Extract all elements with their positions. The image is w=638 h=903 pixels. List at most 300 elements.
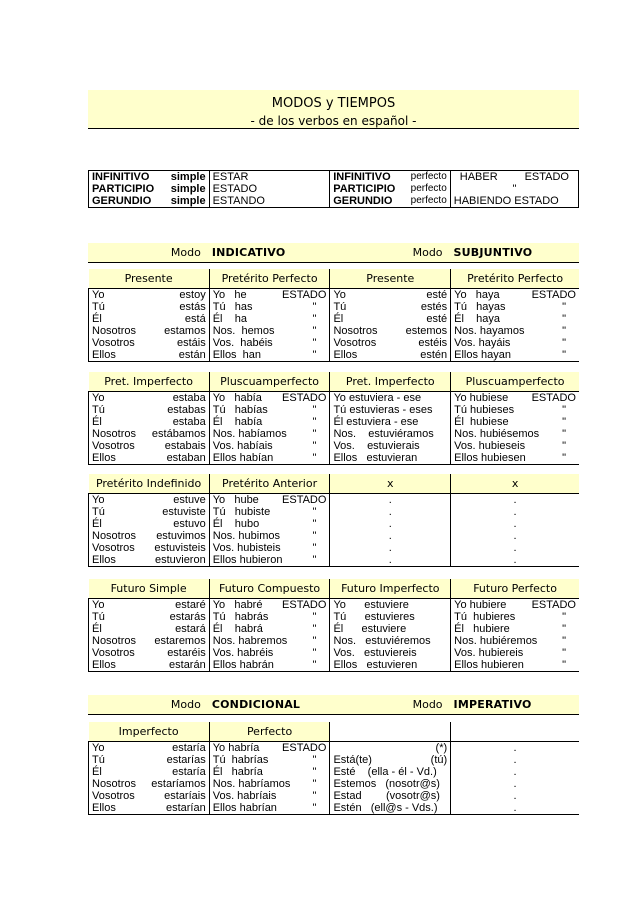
conjugation-line <box>333 554 447 566</box>
conjugation-line <box>92 659 206 671</box>
conjugation-line <box>333 530 447 542</box>
conjugation-form: " <box>312 754 317 766</box>
conjugation-subject: Yo <box>92 742 105 754</box>
conjugation-subject: Él estuviera - ese <box>333 416 419 428</box>
conjugation-subject: Yo <box>92 289 105 301</box>
conjugation-subject: Tú <box>92 301 105 313</box>
form-value: HABIENDO ESTADO <box>453 195 559 207</box>
conjugation-cell <box>451 392 579 465</box>
conjugation-line <box>333 647 447 659</box>
conjugation-line <box>92 506 206 518</box>
conjugation-subject: Yo hubiese <box>454 392 509 404</box>
conjugation-subject: Estén (ell@s - Vds.) <box>333 802 438 814</box>
tense-header: Pluscuamperfecto <box>209 372 330 392</box>
conjugation-form: " <box>312 611 317 623</box>
conjugation-subject: Vosotros <box>92 440 135 452</box>
conjugation-line <box>92 611 206 623</box>
conjugation-subject: Ellos hayan <box>454 349 512 361</box>
conjugation-line <box>213 506 327 518</box>
conjugation-form: estés <box>420 301 448 313</box>
conjugation-line <box>333 337 447 349</box>
conjugation-subject: Nos. habremos <box>212 635 288 647</box>
conjugation-form: " <box>312 542 317 554</box>
conjugation-subject: Ellos han <box>212 349 262 361</box>
conjugation-subject: Tú <box>92 754 105 766</box>
conjugation-line <box>92 623 206 635</box>
conjugation-line <box>213 742 327 754</box>
conjugation-subject: Nosotros <box>92 428 137 440</box>
forms-table <box>88 170 579 208</box>
conjugation-subject: Yo <box>92 599 105 611</box>
conjugation-line <box>213 404 327 416</box>
conjugation-line <box>454 554 576 566</box>
modo-row-condicional-imperativo <box>88 695 579 715</box>
conjugation-form: " <box>312 530 317 542</box>
conjugation-cell <box>209 599 330 672</box>
conjugation-subject: Esté (ella - él - Vd.) <box>333 766 437 778</box>
conjugation-line <box>333 301 447 313</box>
modo-row-indicativo-subjuntivo <box>88 243 579 263</box>
conjugation-line <box>454 440 576 452</box>
conjugation-line <box>333 766 447 778</box>
conjugation-subject: . <box>513 494 517 506</box>
conjugation-form: estás <box>179 301 206 313</box>
conjugation-line <box>454 635 576 647</box>
conjugation-form: estaré <box>175 599 206 611</box>
conjugation-subject: Yo hubiere <box>454 599 507 611</box>
conjugation-form: estoy <box>179 289 206 301</box>
conjugation-form: estará <box>175 623 206 635</box>
conjugation-subject: Nos. habríamos <box>212 778 291 790</box>
conjugation-subject: Él estuviere <box>333 623 407 635</box>
conjugation-form: ESTADO <box>282 742 327 754</box>
conjugation-subject: . <box>388 530 392 542</box>
conjugation-line <box>454 301 576 313</box>
conjugation-form: " <box>312 659 317 671</box>
conjugation-line <box>454 599 576 611</box>
conjugation-line <box>92 301 206 313</box>
conjugation-form: " <box>312 452 317 464</box>
conjugation-form: estuvisteis <box>154 542 206 554</box>
conjugation-subject: Ellos estuvieran <box>333 452 418 464</box>
conjugation-form: " <box>312 518 317 530</box>
conjugation-subject: Tú hubieses <box>454 404 515 416</box>
conjugation-line <box>92 404 206 416</box>
conjugation-subject: Ellos hubiesen <box>454 452 526 464</box>
conjugation-subject: Tú hubiste <box>212 506 271 518</box>
tense-header: Pretérito Perfecto <box>451 269 579 289</box>
conjugation-cell <box>209 494 330 567</box>
conjugation-form: estaba <box>172 416 206 428</box>
conjugation-cell <box>451 742 579 815</box>
conjugation-subject: Yo <box>333 289 346 301</box>
conjugation-line <box>454 611 576 623</box>
conjugation-line <box>213 802 327 814</box>
conjugation-subject: Él <box>92 518 102 530</box>
page-subtitle: - de los verbos en español - <box>250 114 417 128</box>
conjugation-line <box>333 742 447 754</box>
conjugation-subject: Ellos <box>92 349 116 361</box>
conjugation-line <box>92 802 206 814</box>
conjugation-line <box>333 325 447 337</box>
conjugation-form: " <box>562 452 566 464</box>
conjugation-cell <box>330 289 451 362</box>
conjugation-form: estáis <box>176 337 206 349</box>
conjugation-line <box>92 599 206 611</box>
conjugation-line <box>92 742 206 754</box>
conjugation-subject: Tú <box>333 301 347 313</box>
modo-label: Modo <box>330 243 451 263</box>
conjugation-line <box>92 337 206 349</box>
conjugation-form: estaríais <box>164 790 206 802</box>
conjugation-subject: . <box>513 790 517 802</box>
conjugation-subject: Está(te) <box>333 754 372 766</box>
conjugation-subject: Nos. estuviéramos <box>333 428 434 440</box>
conjugation-subject: . <box>513 518 517 530</box>
conjugation-subject: Vosotros <box>92 647 135 659</box>
conjugation-cell <box>209 392 330 465</box>
modo-value: INDICATIVO <box>209 243 330 263</box>
conjugation-line <box>454 623 576 635</box>
conjugation-line <box>454 754 576 766</box>
conjugation-form: estarías <box>166 754 206 766</box>
conjugation-form: estarían <box>165 802 206 814</box>
conjugation-form: " <box>562 313 566 325</box>
tense-header: Pret. Imperfecto <box>89 372 210 392</box>
conjugation-subject: Él habrá <box>212 623 263 635</box>
conjugation-form: estaremos <box>154 635 206 647</box>
forms-labels-perfect <box>330 171 451 208</box>
conjugation-subject: Estad (vosotr@s) <box>333 790 440 802</box>
conjugation-subject: Nos. estuviéremos <box>333 635 431 647</box>
conjugation-line <box>454 428 576 440</box>
conjugation-form: " <box>562 623 566 635</box>
conjugation-line <box>213 452 327 464</box>
conjugation-subject: Ellos hubieron <box>212 554 283 566</box>
form-label: INFINITIVO <box>333 171 391 183</box>
conjugation-form: " <box>312 790 317 802</box>
conjugation-subject: Ellos habrían <box>212 802 277 814</box>
conjugation-form: " <box>312 766 317 778</box>
conjugation-line <box>454 742 576 754</box>
conjugation-subject: Yo haya <box>454 289 500 301</box>
conjugation-form: (tú) <box>430 754 448 766</box>
conjugation-subject: Tú <box>92 611 105 623</box>
conjugation-subject: Vosotros <box>92 337 135 349</box>
conjugation-line <box>454 506 576 518</box>
conjugation-cell <box>330 494 451 567</box>
conjugation-subject: Ellos <box>92 452 116 464</box>
conjugation-subject: Vosotros <box>92 542 135 554</box>
conjugation-subject: Vos. habríais <box>212 790 277 802</box>
modo-value: SUBJUNTIVO <box>451 243 579 263</box>
conjugation-line <box>92 754 206 766</box>
modo-label: Modo <box>88 243 209 263</box>
conjugation-line <box>213 349 327 361</box>
conjugation-line <box>213 623 327 635</box>
conjugation-subject: Él ha <box>212 313 247 325</box>
conjugation-subject: Vos. habréis <box>212 647 274 659</box>
conjugation-subject: Él hubo <box>212 518 260 530</box>
conjugation-form: ESTADO <box>531 392 576 404</box>
conjugation-subject: Ellos <box>92 554 116 566</box>
conjugation-subject: Vos. hayáis <box>454 337 511 349</box>
tense-header: Futuro Compuesto <box>209 579 330 599</box>
conjugation-cell <box>451 599 579 672</box>
conjugation-form: estaríamos <box>151 778 206 790</box>
conjugation-form: " <box>562 325 566 337</box>
conjugation-form: " <box>312 623 317 635</box>
conjugation-line <box>454 659 576 671</box>
conjugation-form: " <box>562 428 566 440</box>
conjugation-form: estuvieron <box>154 554 206 566</box>
conjugation-line <box>454 647 576 659</box>
conjugation-subject: Ellos <box>92 659 116 671</box>
conjugation-line <box>333 440 447 452</box>
conjugation-subject: Tú estuvieres <box>333 611 415 623</box>
conjugation-form: " <box>562 647 566 659</box>
conjugation-subject: Ellos <box>92 802 116 814</box>
conjugation-line <box>454 289 576 301</box>
conjugation-line <box>454 778 576 790</box>
conjugation-subject: Tú <box>92 506 105 518</box>
conjugation-cell <box>451 494 579 567</box>
conjugation-form: estéis <box>418 337 448 349</box>
form-label: PARTICIPIO <box>92 183 155 195</box>
conjugation-line <box>92 392 206 404</box>
conjugation-table-sec4 <box>88 579 579 672</box>
tense-header: x <box>330 474 451 494</box>
conjugation-subject: Vos. hubisteis <box>212 542 281 554</box>
conjugation-subject: Tú <box>92 404 105 416</box>
title-band <box>88 90 579 129</box>
conjugation-line <box>213 599 327 611</box>
conjugation-cell <box>330 599 451 672</box>
conjugation-cell <box>209 742 330 815</box>
conjugation-line <box>213 778 327 790</box>
conjugation-line <box>333 542 447 554</box>
tense-header: Perfecto <box>209 722 330 742</box>
conjugation-subject: Nosotros <box>92 778 137 790</box>
conjugation-line <box>333 611 447 623</box>
conjugation-form: estaba <box>172 392 206 404</box>
conjugation-cell <box>89 392 210 465</box>
conjugation-line <box>213 542 327 554</box>
conjugation-line <box>92 494 206 506</box>
conjugation-form: ESTADO <box>282 289 327 301</box>
conjugation-form: " <box>312 635 317 647</box>
conjugation-form: estén <box>420 349 448 361</box>
conjugation-form: estuve <box>173 494 206 506</box>
tense-header: Imperfecto <box>89 722 210 742</box>
conjugation-subject: Yo habré <box>212 599 263 611</box>
tense-header: Presente <box>89 269 210 289</box>
conjugation-subject: Tú has <box>212 301 253 313</box>
conjugation-line <box>333 452 447 464</box>
conjugation-line <box>213 790 327 802</box>
conjugation-line <box>92 289 206 301</box>
conjugation-subject: . <box>513 754 517 766</box>
conjugation-subject: Él hubiese <box>454 416 509 428</box>
conjugation-line <box>92 428 206 440</box>
tense-header: Pretérito Anterior <box>209 474 330 494</box>
conjugation-subject: Vos. habéis <box>212 337 273 349</box>
conjugation-form: estabais <box>164 440 206 452</box>
conjugation-subject: Yo estuviera - ese <box>333 392 422 404</box>
form-value: ESTADO <box>524 171 569 183</box>
conjugation-form: " <box>312 428 317 440</box>
conjugation-subject: Vos. habíais <box>212 440 273 452</box>
conjugation-cell <box>209 289 330 362</box>
conjugation-subject: Nos. hubiéremos <box>454 635 538 647</box>
conjugation-subject: Tú habrías <box>212 754 269 766</box>
conjugation-subject: Él <box>92 416 102 428</box>
conjugation-line <box>92 635 206 647</box>
conjugation-form: ESTADO <box>282 494 327 506</box>
conjugation-form: " <box>562 440 566 452</box>
conjugation-line <box>213 325 327 337</box>
conjugation-cell <box>89 742 210 815</box>
conjugation-form: " <box>562 659 566 671</box>
conjugation-line <box>92 790 206 802</box>
conjugation-subject: . <box>388 518 392 530</box>
forms-labels-simple <box>89 171 210 208</box>
conjugation-line <box>454 542 576 554</box>
conjugation-form: " <box>312 440 317 452</box>
conjugation-line <box>333 518 447 530</box>
conjugation-line <box>92 766 206 778</box>
conjugation-subject: . <box>388 494 392 506</box>
conjugation-form: " <box>562 404 566 416</box>
conjugation-form: " <box>312 325 317 337</box>
conjugation-form: esté <box>426 313 448 325</box>
conjugation-line <box>454 790 576 802</box>
conjugation-form: estaría <box>172 766 206 778</box>
tense-header: Pret. Imperfecto <box>330 372 451 392</box>
conjugation-line <box>213 392 327 404</box>
conjugation-subject: Yo había <box>212 392 262 404</box>
form-label: GERUNDIO <box>333 195 393 207</box>
conjugation-subject: Él <box>333 313 344 325</box>
conjugation-cell <box>451 289 579 362</box>
conjugation-form: ESTADO <box>282 599 327 611</box>
conjugation-form: " <box>562 611 566 623</box>
conjugation-line <box>333 506 447 518</box>
conjugation-line <box>333 623 447 635</box>
tense-header: Presente <box>330 269 451 289</box>
conjugation-line <box>92 554 206 566</box>
conjugation-line <box>213 337 327 349</box>
conjugation-line <box>213 416 327 428</box>
form-label: GERUNDIO <box>92 195 152 207</box>
conjugation-form: " <box>312 506 317 518</box>
conjugation-subject: . <box>388 506 392 518</box>
conjugation-subject: Yo <box>92 494 105 506</box>
conjugation-line <box>333 349 447 361</box>
conjugation-line <box>213 518 327 530</box>
conjugation-line <box>92 416 206 428</box>
conjugation-subject: . <box>513 778 517 790</box>
conjugation-subject: Ellos habrán <box>212 659 274 671</box>
conjugation-line <box>454 518 576 530</box>
conjugation-line <box>333 494 447 506</box>
conjugation-table-sec5 <box>88 722 579 815</box>
conjugation-form: " <box>312 349 317 361</box>
conjugation-form: estarán <box>169 659 206 671</box>
conjugation-form: " <box>562 349 566 361</box>
conjugation-line <box>213 754 327 766</box>
conjugation-subject: Nos. hubimos <box>212 530 280 542</box>
conjugation-subject: Nos. hayamos <box>454 325 525 337</box>
conjugation-line <box>213 766 327 778</box>
conjugation-subject: Nosotros <box>92 635 137 647</box>
form-value: " <box>512 183 517 195</box>
form-label-type: simple <box>170 171 206 183</box>
conjugation-subject: Ellos <box>333 349 358 361</box>
conjugation-form: " <box>312 313 317 325</box>
conjugation-line <box>454 494 576 506</box>
conjugation-line <box>333 392 447 404</box>
conjugation-line <box>213 647 327 659</box>
conjugation-line <box>92 349 206 361</box>
conjugation-form: " <box>312 337 317 349</box>
conjugation-form: " <box>312 404 317 416</box>
tense-header: Pretérito Perfecto <box>209 269 330 289</box>
conjugation-line <box>213 301 327 313</box>
conjugation-subject: . <box>513 766 517 778</box>
conjugation-form: " <box>562 416 566 428</box>
conjugation-subject: Vosotros <box>333 337 377 349</box>
conjugation-line <box>333 754 447 766</box>
conjugation-line <box>213 530 327 542</box>
conjugation-subject: Estemos (nosotr@s) <box>333 778 440 790</box>
conjugation-subject: Vos. estuviereis <box>333 647 417 659</box>
conjugation-line <box>92 440 206 452</box>
conjugation-line <box>454 452 576 464</box>
conjugation-form: " <box>562 635 566 647</box>
conjugation-subject: Nos. habíamos <box>212 428 287 440</box>
conjugation-form: estaría <box>172 742 206 754</box>
conjugation-table-sec1 <box>88 269 579 362</box>
modo-value: IMPERATIVO <box>451 695 579 715</box>
tense-header: Pluscuamperfecto <box>451 372 579 392</box>
tense-header <box>451 722 579 742</box>
conjugation-line <box>213 428 327 440</box>
conjugation-form: esté <box>426 289 448 301</box>
conjugation-line <box>333 313 447 325</box>
conjugation-form: están <box>178 349 206 361</box>
conjugation-subject: Ellos hubieren <box>454 659 524 671</box>
conjugation-form: ESTADO <box>531 289 576 301</box>
conjugation-subject: . <box>513 554 517 566</box>
conjugation-line <box>213 494 327 506</box>
conjugation-line <box>92 452 206 464</box>
conjugation-subject: Él <box>92 766 102 778</box>
conjugation-form: " <box>562 337 566 349</box>
conjugation-form: " <box>312 554 317 566</box>
conjugation-form: " <box>312 647 317 659</box>
conjugation-form: " <box>312 301 317 313</box>
conjugation-table-sec3 <box>88 474 579 567</box>
conjugation-line <box>213 313 327 325</box>
conjugation-line <box>92 530 206 542</box>
form-value: ESTADO <box>212 183 258 195</box>
conjugation-form: " <box>312 802 317 814</box>
conjugation-subject: Él había <box>212 416 263 428</box>
conjugation-line <box>454 530 576 542</box>
conjugation-subject: Ellos habían <box>212 452 274 464</box>
conjugation-subject: Yo <box>92 392 105 404</box>
